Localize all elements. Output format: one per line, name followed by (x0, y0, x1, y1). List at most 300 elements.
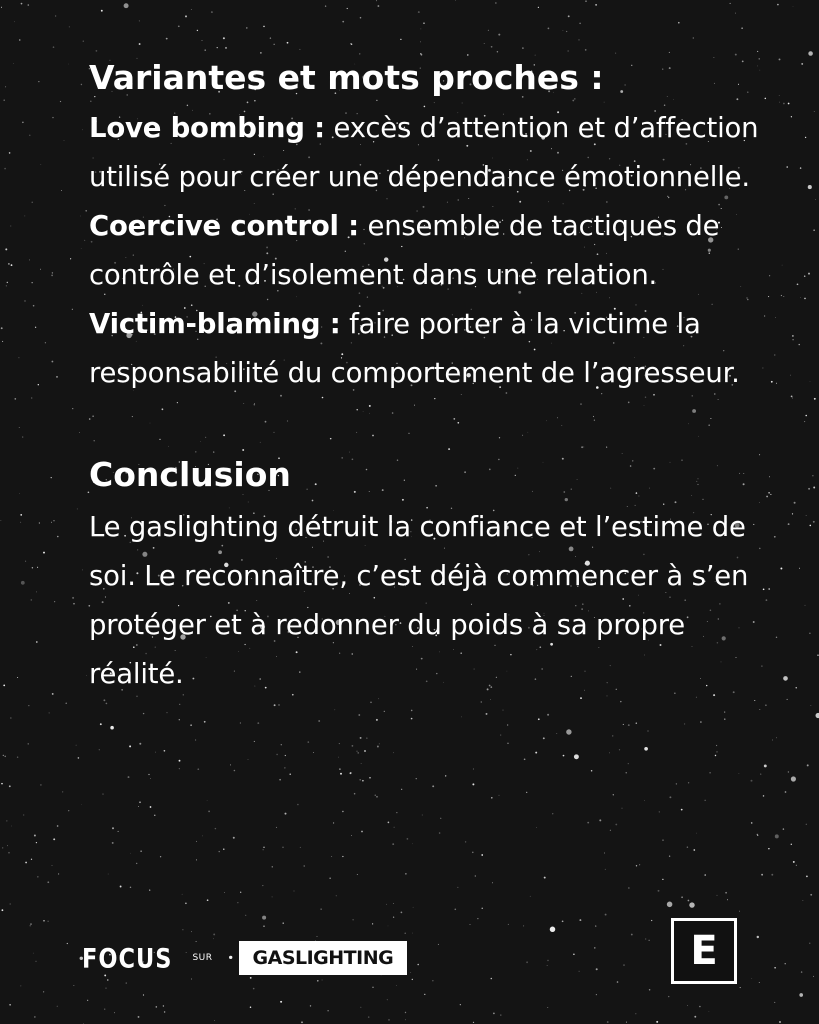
star (490, 699, 491, 700)
star (250, 977, 252, 979)
star (760, 773, 761, 774)
star (759, 709, 760, 710)
star (568, 15, 570, 17)
star (620, 701, 621, 702)
star (612, 735, 613, 736)
star (776, 737, 777, 738)
star (777, 4, 779, 6)
star (128, 776, 130, 778)
star (503, 710, 504, 711)
star (763, 795, 765, 797)
star (110, 726, 114, 730)
star (53, 520, 54, 521)
star (310, 1005, 311, 1006)
star (775, 317, 776, 318)
star (83, 41, 84, 42)
star (792, 335, 794, 337)
star (458, 887, 459, 888)
star (217, 47, 218, 48)
star (376, 796, 378, 798)
star (102, 794, 103, 795)
star (454, 908, 456, 910)
star (318, 720, 320, 722)
star (417, 964, 419, 966)
star (816, 713, 819, 718)
star (118, 831, 119, 832)
star (791, 776, 796, 781)
brand-logo (671, 918, 737, 984)
star (49, 712, 50, 713)
star (678, 22, 680, 24)
star (205, 49, 206, 50)
star (764, 764, 767, 767)
star (376, 719, 378, 721)
star (507, 724, 508, 725)
star (740, 987, 741, 988)
star (801, 971, 802, 972)
star (340, 773, 342, 775)
star (413, 907, 414, 908)
star (774, 967, 776, 969)
star (599, 819, 601, 821)
star (179, 760, 181, 762)
star (800, 297, 801, 298)
star (339, 768, 341, 770)
star (626, 772, 627, 773)
star (530, 896, 531, 897)
star (791, 396, 793, 398)
star (359, 779, 361, 781)
star (376, 0, 377, 1)
star (27, 4, 29, 6)
star (410, 972, 411, 973)
star (143, 994, 144, 995)
star (688, 900, 690, 902)
star (25, 862, 27, 864)
star (475, 875, 476, 876)
star (563, 755, 565, 757)
star (779, 58, 781, 60)
star (700, 721, 702, 723)
star (10, 718, 11, 719)
star (297, 804, 299, 806)
star (81, 804, 82, 805)
star (164, 1011, 165, 1012)
star (535, 752, 537, 754)
star (421, 29, 422, 30)
star (813, 230, 814, 231)
star (547, 714, 549, 716)
star (67, 943, 68, 944)
star (43, 552, 45, 554)
star (257, 722, 259, 724)
star (87, 1000, 88, 1001)
star (644, 747, 648, 751)
star (609, 753, 610, 754)
star (179, 768, 180, 769)
star (274, 704, 276, 706)
star (499, 795, 500, 796)
star (488, 30, 489, 31)
star (32, 567, 33, 568)
star (8, 852, 10, 854)
star (53, 838, 55, 840)
star (587, 822, 589, 824)
star (814, 111, 815, 112)
star (696, 833, 697, 834)
star (799, 344, 800, 345)
star (143, 713, 144, 714)
star (215, 828, 216, 829)
star (393, 752, 394, 753)
star (668, 996, 669, 997)
star (787, 699, 788, 700)
star (796, 687, 797, 688)
star (272, 866, 273, 867)
star (536, 827, 537, 828)
star (57, 536, 59, 538)
star (739, 911, 740, 912)
star (9, 1004, 11, 1006)
star (197, 768, 199, 770)
star (105, 988, 106, 989)
star (704, 874, 706, 876)
star (81, 84, 82, 85)
star (178, 25, 180, 27)
star (543, 737, 545, 739)
star (333, 822, 334, 823)
star (68, 810, 69, 811)
star (196, 841, 197, 842)
star (785, 963, 786, 964)
star (418, 11, 420, 13)
star (594, 947, 595, 948)
star (294, 891, 295, 892)
star (774, 1002, 775, 1003)
star (432, 980, 433, 981)
star (491, 46, 493, 48)
star (278, 704, 279, 705)
star (725, 892, 727, 894)
star (351, 772, 352, 773)
star (473, 769, 474, 770)
star (263, 847, 264, 848)
star (550, 927, 556, 933)
star (566, 729, 571, 734)
star (465, 841, 466, 842)
star (358, 714, 360, 716)
variant-term: Victim-blaming : (89, 308, 341, 340)
star (526, 792, 527, 793)
star (47, 881, 49, 883)
star (405, 1012, 406, 1013)
star (785, 791, 787, 793)
star (17, 756, 18, 757)
star (628, 763, 629, 764)
star (99, 749, 100, 750)
star (783, 828, 784, 829)
star (317, 980, 319, 982)
star (579, 971, 580, 972)
star (283, 922, 284, 923)
star (262, 916, 266, 920)
star (769, 275, 770, 276)
star (211, 11, 213, 13)
star (14, 21, 15, 22)
star (139, 743, 141, 745)
star (432, 785, 434, 787)
star (626, 1022, 627, 1023)
star (771, 381, 773, 383)
star (808, 273, 810, 275)
star (9, 785, 11, 787)
star (139, 20, 140, 21)
star (658, 890, 660, 892)
star (796, 865, 797, 866)
star (30, 925, 31, 926)
star (20, 514, 22, 516)
star (401, 912, 403, 914)
star (82, 570, 83, 571)
star (24, 215, 25, 216)
star (386, 904, 387, 905)
star (730, 3, 731, 4)
star (304, 865, 305, 866)
star (86, 675, 87, 676)
star (245, 915, 246, 916)
star (585, 0, 587, 2)
star (51, 522, 52, 523)
star (717, 751, 718, 752)
star (25, 561, 26, 562)
star (360, 1007, 361, 1008)
star (19, 493, 20, 494)
star (394, 827, 395, 828)
star (761, 874, 763, 876)
star (280, 1001, 282, 1003)
star (1, 327, 3, 329)
star (792, 513, 793, 514)
star (455, 0, 456, 1)
star (688, 782, 689, 783)
star (507, 743, 508, 744)
star (393, 903, 394, 904)
star (2, 341, 3, 342)
star (566, 31, 567, 32)
star (649, 989, 651, 991)
star (112, 842, 114, 844)
star (693, 38, 694, 39)
variant-coercive-control (89, 202, 769, 300)
star (579, 23, 580, 24)
star (35, 961, 36, 962)
star (352, 919, 353, 920)
star (651, 920, 652, 921)
star (225, 47, 227, 49)
star (500, 735, 501, 736)
star (369, 777, 371, 779)
star (47, 921, 48, 922)
star (8, 263, 10, 265)
star (370, 702, 372, 704)
star (64, 140, 65, 141)
star (607, 1021, 609, 1023)
star (362, 780, 364, 782)
star (801, 63, 803, 65)
star (526, 961, 528, 963)
star (287, 42, 289, 44)
variant-victim-blaming (89, 300, 769, 398)
star (272, 896, 273, 897)
star (3, 99, 5, 101)
variant-term: Coercive control : (89, 210, 359, 242)
star (423, 23, 424, 24)
star (573, 954, 575, 956)
star (813, 976, 814, 977)
star (405, 1019, 406, 1020)
star (805, 605, 806, 606)
star (325, 5, 326, 6)
star (224, 892, 225, 893)
star (372, 923, 373, 924)
star (803, 900, 804, 901)
star (140, 851, 141, 852)
star (148, 774, 149, 775)
star (32, 282, 33, 283)
star (22, 437, 23, 438)
star (508, 924, 509, 925)
conclusion-text: Le gaslighting détruit la confiance et l’estime de soi. Le reconnaître, c’est déjà commencer à s’en protéger et à redonner du poids à sa propre réalité. (89, 511, 749, 690)
star (799, 993, 803, 997)
star (377, 746, 379, 748)
star (21, 3, 23, 5)
star (804, 298, 806, 300)
star (481, 854, 483, 856)
star (61, 190, 62, 191)
star (185, 902, 187, 904)
star (360, 737, 362, 739)
star (813, 521, 815, 523)
star (54, 601, 55, 602)
star (36, 842, 37, 843)
star (595, 925, 596, 926)
star (6, 285, 7, 286)
star (681, 809, 683, 811)
star (85, 210, 87, 212)
star (644, 800, 645, 801)
star (240, 892, 241, 893)
star (342, 856, 343, 857)
star (334, 709, 335, 710)
star (779, 1021, 781, 1023)
star (635, 1013, 636, 1014)
star (808, 185, 812, 189)
star (361, 763, 362, 764)
star (636, 865, 637, 866)
star (585, 49, 587, 51)
star (114, 1012, 115, 1013)
star (150, 806, 152, 808)
star (605, 914, 607, 916)
star (179, 719, 180, 720)
star (741, 28, 742, 29)
star (364, 750, 366, 752)
star (681, 896, 683, 898)
star (806, 824, 807, 825)
star (739, 773, 740, 774)
star (412, 979, 413, 980)
star (788, 103, 790, 105)
star (327, 1010, 328, 1011)
star (769, 476, 770, 477)
star (498, 34, 500, 36)
star (754, 700, 755, 701)
star (149, 889, 150, 890)
star (40, 269, 41, 270)
star (412, 843, 413, 844)
star (39, 522, 40, 523)
star (254, 741, 255, 742)
star (645, 938, 646, 939)
star (735, 13, 736, 14)
star (55, 15, 56, 16)
star (237, 902, 238, 903)
star (82, 129, 83, 130)
star (492, 882, 493, 883)
star (219, 851, 220, 852)
star (300, 847, 301, 848)
star (1, 909, 3, 911)
star (759, 982, 760, 983)
star (809, 943, 810, 944)
star (422, 814, 423, 815)
star (208, 811, 210, 813)
star (472, 783, 474, 785)
star (313, 752, 314, 753)
star (578, 39, 579, 40)
star (780, 568, 782, 570)
star (662, 840, 663, 841)
star (806, 515, 807, 516)
star (727, 899, 728, 900)
star (37, 876, 38, 877)
star (36, 641, 38, 643)
star (3, 685, 5, 687)
star (792, 339, 794, 341)
star (13, 63, 14, 64)
star (350, 43, 351, 44)
star (28, 743, 29, 744)
star (372, 987, 373, 988)
star (31, 859, 32, 860)
star (791, 844, 792, 845)
star (562, 920, 564, 922)
star (783, 296, 784, 297)
star (622, 808, 623, 809)
star (263, 26, 265, 28)
star (797, 283, 799, 285)
star (78, 757, 80, 759)
star (500, 1014, 501, 1015)
star (808, 488, 810, 490)
star (552, 813, 553, 814)
star (246, 27, 248, 29)
star (104, 1009, 105, 1010)
star (101, 10, 103, 12)
star (84, 240, 85, 241)
star (129, 745, 131, 747)
star (250, 1006, 251, 1007)
